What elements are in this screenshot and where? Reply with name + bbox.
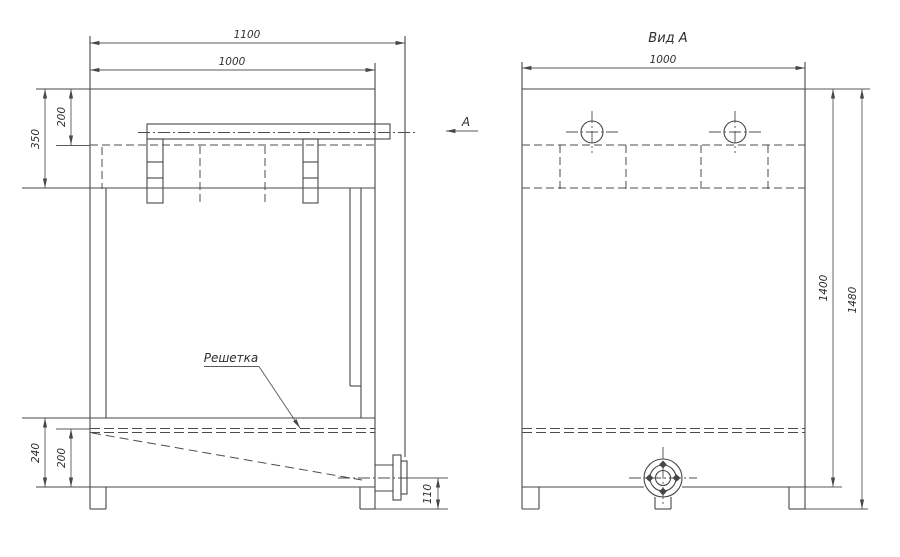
view-a-holes — [566, 111, 761, 153]
dim-1400-label: 1400 — [818, 274, 830, 302]
dim-200-top-label: 200 — [56, 106, 68, 128]
grate-label: Решетка — [203, 351, 259, 365]
grate-callout — [204, 351, 300, 428]
right-hanger — [303, 139, 318, 203]
drain-flange-collar — [401, 461, 407, 494]
view-a-title: Вид А — [648, 31, 688, 46]
dim-350-label: 350 — [30, 128, 42, 150]
dim-1480-label: 1480 — [847, 286, 859, 314]
lid-plate — [147, 124, 390, 139]
section-view-arrow — [446, 115, 478, 131]
dim-110-label: 110 — [422, 483, 434, 505]
front-legs — [90, 487, 375, 509]
front-lid-assembly — [90, 124, 418, 203]
dim-240-label: 240 — [30, 442, 42, 464]
dim-1000-view-a-label: 1000 — [649, 54, 677, 66]
dim-1100-label: 1100 — [233, 29, 261, 41]
dim-1000-front-label: 1000 — [218, 56, 246, 68]
left-hanger — [147, 139, 163, 203]
bolt-mark-bottom — [659, 488, 667, 496]
front-dimensions — [30, 29, 448, 509]
bolt-mark-left — [646, 474, 654, 482]
section-arrow-label: А — [461, 115, 471, 129]
view-a-dimensions — [522, 54, 862, 509]
front-grate-hidden-lines — [90, 429, 375, 481]
view-a-grate-hidden-lines — [522, 429, 805, 433]
drain-flange-plate — [393, 455, 401, 500]
view-a-drain-flange — [629, 447, 697, 507]
view-a — [522, 31, 870, 509]
bolt-mark-top — [659, 461, 667, 469]
dim-200-bottom-label: 200 — [56, 447, 68, 469]
front-outline — [22, 36, 405, 509]
view-a-hidden-band — [522, 145, 805, 192]
bolt-mark-right — [673, 474, 681, 482]
front-view — [22, 29, 478, 509]
